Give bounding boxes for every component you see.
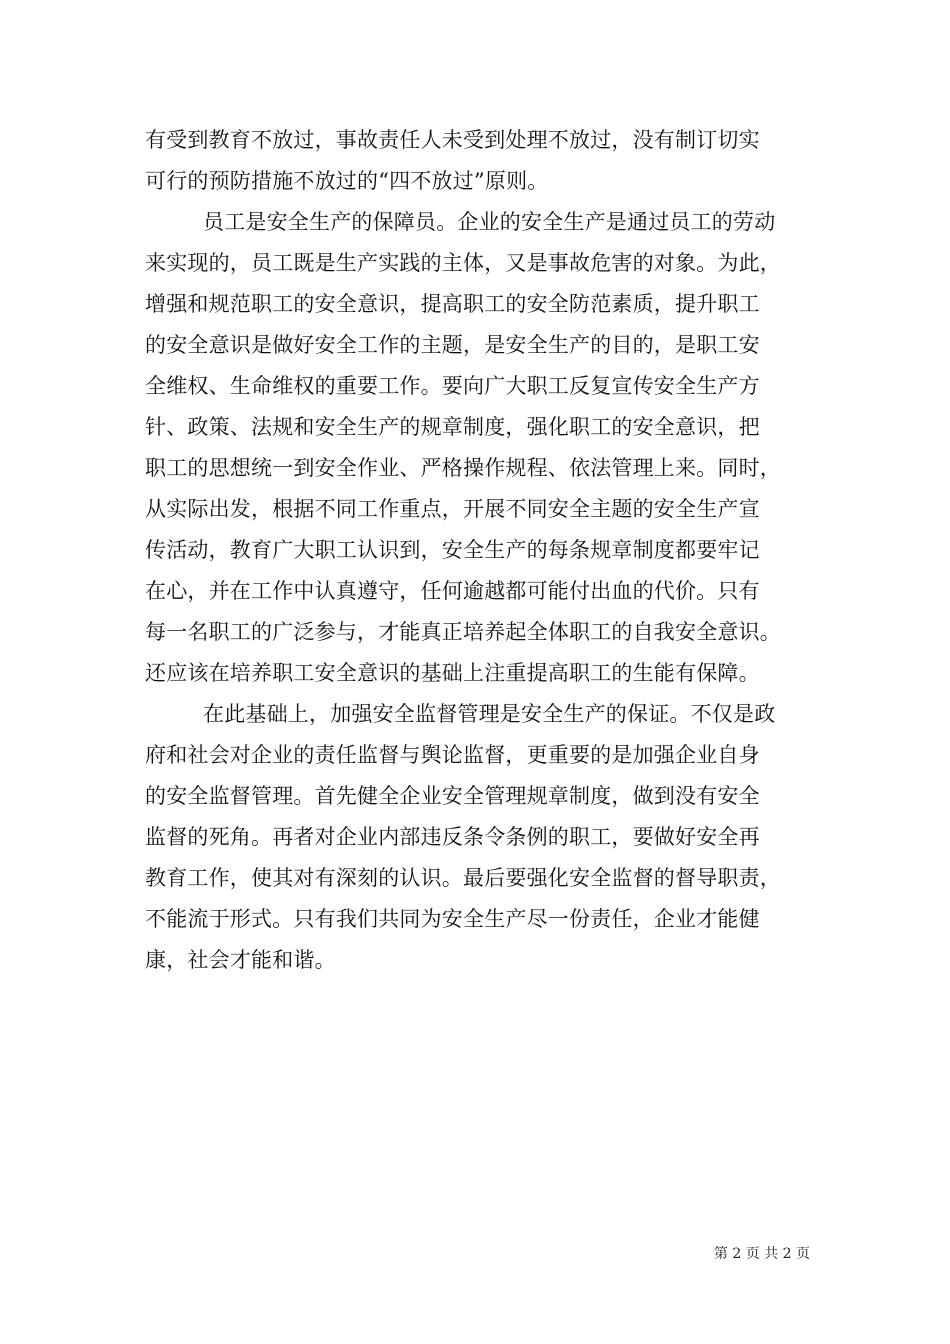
- text-line: 不能流于形式。只有我们共同为安全生产尽一份责任，企业才能健: [145, 907, 760, 931]
- text-line: 传活动，教育广大职工认识到，安全生产的每条规章制度都要牢记: [145, 538, 760, 562]
- page-number: 第 2 页 共 2 页: [713, 1246, 810, 1262]
- paragraph-first-line: 员工是安全生产的保障员。企业的安全生产是通过员工的劳动: [203, 210, 776, 234]
- text-line: 还应该在培养职工安全意识的基础上注重提高职工的生能有保障。: [145, 661, 760, 685]
- text-line: 从实际出发，根据不同工作重点，开展不同安全主题的安全生产宣: [145, 497, 760, 521]
- text-line: 全维权、生命维权的重要工作。要向广大职工反复宣传安全生产方: [145, 374, 760, 398]
- text-line: 康，社会才能和谐。: [145, 948, 336, 972]
- text-line: 在心，并在工作中认真遵守，任何逾越都可能付出血的代价。只有: [145, 579, 760, 603]
- text-line: 教育工作，使其对有深刻的认识。最后要强化安全监督的督导职责，: [145, 866, 781, 890]
- text-line: 府和社会对企业的责任监督与舆论监督，更重要的是加强企业自身: [145, 743, 760, 767]
- text-line: 职工的思想统一到安全作业、严格操作规程、依法管理上来。同时，: [145, 456, 781, 480]
- text-line: 来实现的，员工既是生产实践的主体，又是事故危害的对象。为此，: [145, 251, 781, 275]
- paragraph-first-line: 在此基础上，加强安全监督管理是安全生产的保证。不仅是政: [203, 702, 776, 726]
- text-line: 有受到教育不放过，事故责任人未受到处理不放过，没有制订切实: [145, 128, 760, 152]
- text-line: 监督的死角。再者对企业内部违反条令条例的职工，要做好安全再: [145, 825, 760, 849]
- text-line: 针、政策、法规和安全生产的规章制度，强化职工的安全意识，把: [145, 415, 760, 439]
- text-line: 每一名职工的广泛参与，才能真正培养起全体职工的自我安全意识。: [145, 620, 781, 644]
- text-line: 的安全意识是做好安全工作的主题，是安全生产的目的，是职工安: [145, 333, 760, 357]
- body-text: [145, 120, 825, 981]
- text-line: 增强和规范职工的安全意识，提高职工的安全防范素质，提升职工: [145, 292, 760, 316]
- text-line: 可行的预防措施不放过的“四不放过”原则。: [145, 169, 549, 193]
- text-line: 的安全监督管理。首先健全企业安全管理规章制度，做到没有安全: [145, 784, 760, 808]
